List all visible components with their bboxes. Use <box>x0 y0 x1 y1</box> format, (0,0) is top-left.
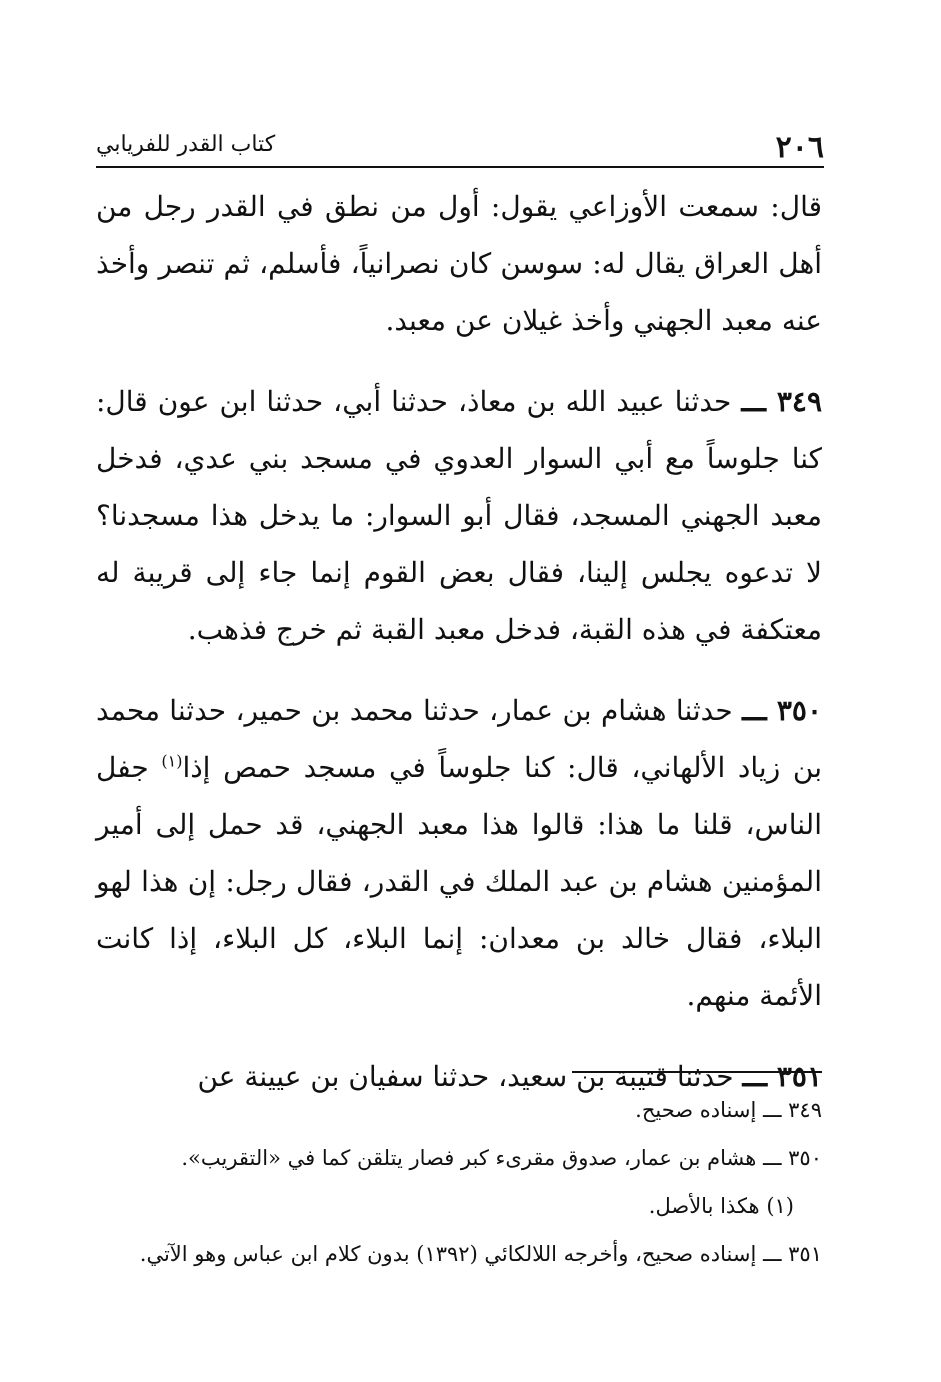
paragraph-hadith-350 <box>96 682 822 1024</box>
footnote-1 <box>96 1184 822 1228</box>
footnote-349 <box>96 1088 822 1132</box>
paragraph-text: قال: سمعت الأوزاعي يقول: أول من نطق في القدر رجل من أهل العراق يقال له: سوسن كان نصرانياً، فأسلم، ثم تنصر وأخذ عنه معبد الجهني وأخذ غيلان عن معبد. <box>96 190 822 337</box>
running-title: كتاب القدر للفريابي <box>96 132 276 157</box>
footnote-reference: (١) <box>161 751 183 771</box>
paragraph-text: حدثنا عبيد الله بن معاذ، حدثنا أبي، حدثنا ابن عون قال: كنا جلوساً مع أبي السوار العدوي في مسجد بني عدي، فدخل معبد الجهني المسجد، فقال أبو السوار: ما يدخل هذا مسجدنا؟ لا تدعوه يجلس إلينا، فقال بعض القوم إنما جاء إلى قريبة له معتكفة في هذه القبة، فدخل معبد القبة ثم خرج فذهب. <box>96 385 822 646</box>
footnote-351 <box>96 1232 822 1276</box>
hadith-number: ٣٤٩ ـــ <box>741 385 822 418</box>
page-number: ٢٠٦ <box>775 130 824 165</box>
footnote-text: هشام بن عمار، صدوق مقرىء كبر فصار يتلقن كما في «التقريب». <box>181 1146 757 1170</box>
paragraph-text: حدثنا قتيبة بن سعيد، حدثنا سفيان بن عيينة عن <box>197 1060 734 1093</box>
footnote-text: هكذا بالأصل. <box>648 1194 760 1218</box>
page-header <box>96 126 824 168</box>
footnote-label: ٣٤٩ ـــ <box>763 1098 822 1122</box>
paragraph-text: حدثنا هشام بن عمار، حدثنا محمد بن حمير، حدثنا محمد بن زياد الألهاني، قال: كنا جلوساً في مسجد حمص إذا <box>96 694 823 784</box>
footnotes-section <box>96 1088 822 1280</box>
paragraph-intro <box>96 178 822 349</box>
footnote-label: ٣٥١ ـــ <box>763 1242 822 1266</box>
footnote-divider <box>572 1071 822 1073</box>
paragraph-text-continued: جفل الناس، قلنا ما هذا: قالوا هذا معبد الجهني، قد حمل إلى أمير المؤمنين هشام بن عبد الملك في القدر، فقال رجل: إن هذا لهو البلاء، فقال خالد بن معدان: إنما البلاء، كل البلاء، إذا كانت الأئمة منهم. <box>96 751 822 1012</box>
footnote-350 <box>96 1136 822 1180</box>
footnote-label: ٣٥٠ ـــ <box>763 1146 822 1170</box>
main-text <box>96 178 822 1129</box>
hadith-number: ٣٥٠ ـــ <box>742 694 822 727</box>
hadith-number: ٣٥١ ـــ <box>742 1060 822 1093</box>
footnote-text: إسناده صحيح. <box>635 1098 757 1122</box>
footnote-label: (١) <box>766 1194 794 1218</box>
footnote-text: إسناده صحيح، وأخرجه اللالكائي (١٣٩٢) بدون كلام ابن عباس وهو الآتي. <box>139 1242 757 1266</box>
paragraph-hadith-349 <box>96 373 822 658</box>
